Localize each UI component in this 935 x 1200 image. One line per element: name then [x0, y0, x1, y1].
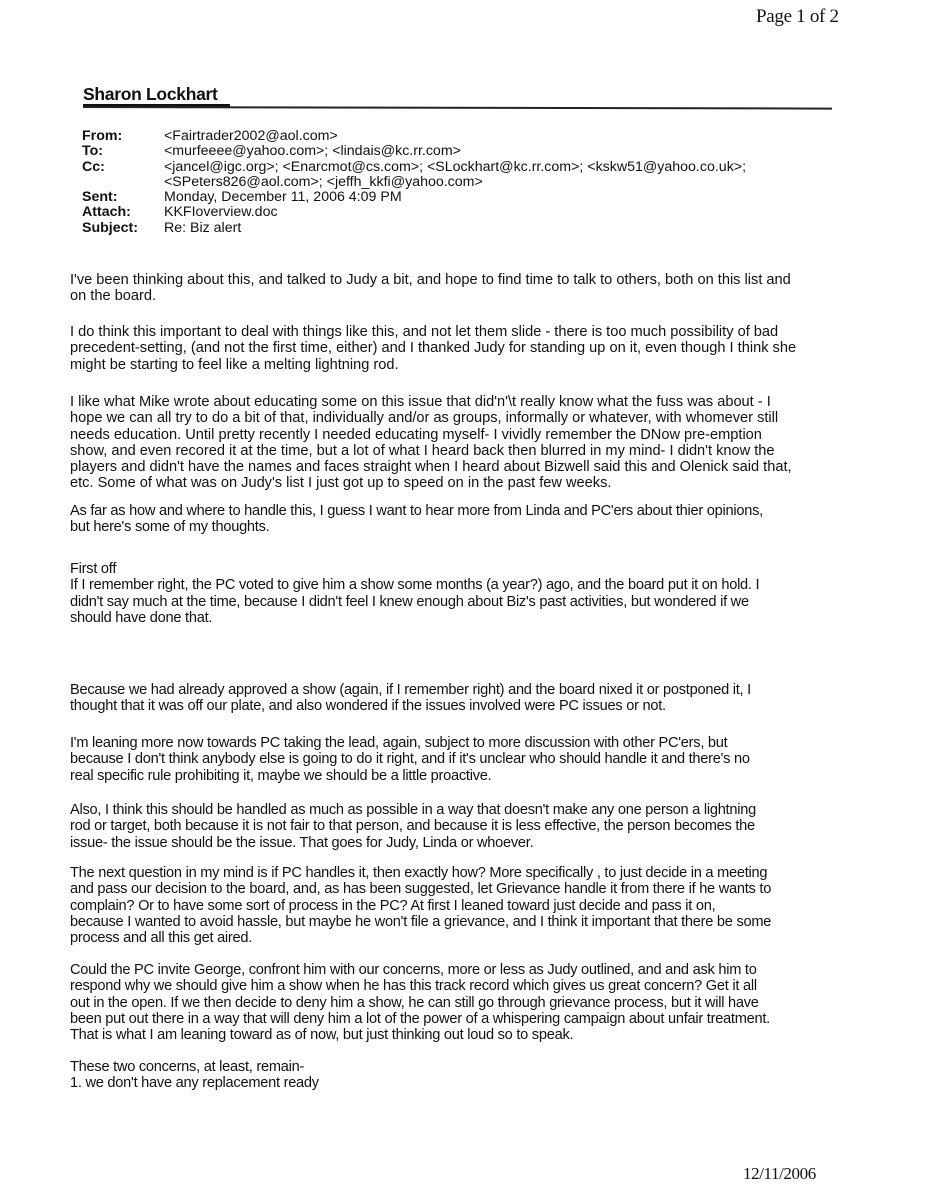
- body-paragraph: As far as how and where to handle this, I guess I want to hear more from Linda and PC'ers about thier opinions, but here's some of my thoughts.: [70, 503, 763, 536]
- header-attach: [82, 205, 864, 220]
- footer-date: 12/11/2006: [743, 1164, 816, 1183]
- header-label: Subject:: [82, 219, 138, 236]
- cc-value: <jancel@igc.org>; <Enarcmot@cs.com>; <SLockhart@kc.rr.com>; <kskw51@yahoo.co.uk>; <SPeters826@aol.com>; <jeffh_kkfi@yahoo.com>: [164, 158, 747, 190]
- mailbox-owner-name: Sharon Lockhart: [83, 84, 218, 104]
- body-paragraph: I'm leaning more now towards PC taking the lead, again, subject to more discussion with other PC'ers, but because I don't think anybody else is going to do it right, and if it's unclear who should handle it and there's no real specific rule prohibiting it, maybe we should be a little proactive.: [70, 735, 750, 784]
- to-value: <murfeeee@yahoo.com>; <lindais@kc.rr.com>: [164, 143, 461, 160]
- body-paragraph: I do think this important to deal with things like this, and not let them slide - there is too much possibility of bad precedent-setting, (and not the first time, either) and I thanked Judy for standing up on it, even though I think she might be starting to feel like a melting lightning rod.: [70, 324, 797, 373]
- header-label: Attach:: [82, 204, 131, 221]
- body-paragraph: These two concerns, at least, remain- 1. we don't have any replacement ready: [70, 1059, 319, 1092]
- body-paragraph: First off If I remember right, the PC voted to give him a show some months (a year?) ago, and the board put it on hold. I didn't say much at the time, because I didn't feel I knew enough about Biz's past activities, but wondered if we should have done that.: [70, 561, 760, 626]
- from-value: <Fairtrader2002@aol.com>: [164, 128, 338, 144]
- header-label: From:: [82, 128, 123, 144]
- sent-value: Monday, December 11, 2006 4:09 PM: [164, 189, 402, 206]
- attachment-name: KKFIoverview.doc: [164, 204, 278, 221]
- email-header: [82, 129, 864, 236]
- header-cc: [82, 160, 864, 191]
- body-paragraph: I've been thinking about this, and talked to Judy a bit, and hope to find time to talk to others, both on this list and on the board.: [70, 272, 791, 305]
- header-divider: [83, 106, 832, 110]
- body-paragraph: The next question in my mind is if PC handles it, then exactly how? More specifically , to just decide in a meeting and pass our decision to the board, and, as has been suggested, let Grievance handle it from there if he wants to complain? Or to have some sort of process in the PC? At first I leaned toward just decide and pass it on, because I wanted to avoid hassle, but maybe he won't file a grievance, and I think it important that there be some process and all this get aired.: [70, 865, 772, 947]
- header-subject: [82, 221, 864, 236]
- page-indicator: Page 1 of 2: [756, 6, 839, 27]
- header-label: Cc:: [82, 158, 105, 175]
- body-paragraph: Could the PC invite George, confront him with our concerns, more or less as Judy outlined, and and ask him to respond why we should give him a show when he has this track record which gives us great concern? Get it all out in the open. If we then decide to deny him a show, he can still go through grievance process, but it will have been put out there in a way that will deny him a lot of the power of a whispering campaign about unfair treatment. That is what I am leaning toward as of now, but just thinking out loud so to speak.: [70, 962, 770, 1044]
- body-paragraph: Because we had already approved a show (again, if I remember right) and the board nixed it or postponed it, I thought that it was off our plate, and also wondered if the issues involved were PC issues or not.: [70, 682, 751, 715]
- header-sent: [82, 190, 864, 205]
- header-from: [82, 129, 864, 144]
- header-to: [82, 144, 864, 159]
- header-label: Sent:: [82, 189, 118, 206]
- body-paragraph: I like what Mike wrote about educating some on this issue that did'n'\t really know what the fuss was about - I hope we can all try to do a bit of that, individually and/or as groups, informally or whatever, with whomever still needs education. Until pretty recently I needed educating myself- I vividly remember the DNow pre-emption show, and even recored it at the time, but a lot of what I heard back then blurred in my mind- I didn't know the players and didn't have the names and faces straight when I heard about Bizwell said this and Olenick said that, etc. Some of what was on Judy's list I just got up to speed on in the past few weeks.: [70, 394, 792, 492]
- body-paragraph: Also, I think this should be handled as much as possible in a way that doesn't make any one person a lightning rod or target, both because it is not fair to that person, and because it is less effective, the person becomes the issue- the issue should be the issue. That goes for Judy, Linda or whoever.: [70, 802, 756, 851]
- header-label: To:: [82, 143, 104, 160]
- subject-value: Re: Biz alert: [164, 219, 242, 236]
